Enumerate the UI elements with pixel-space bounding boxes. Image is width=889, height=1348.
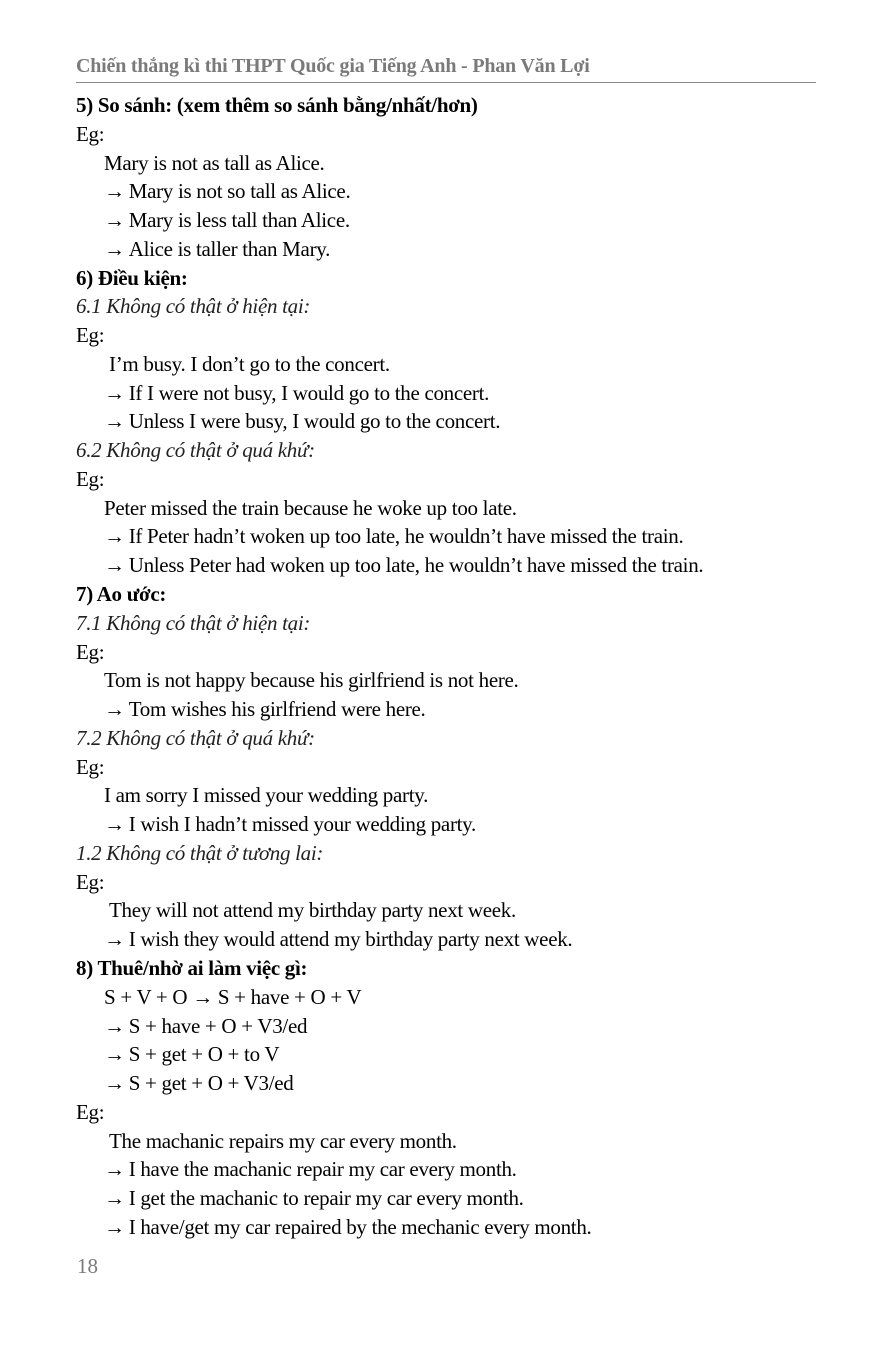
transformed-sentence [76, 177, 816, 206]
line-text: I am sorry I missed your wedding party. [104, 783, 429, 808]
arrow-icon: → [104, 1013, 125, 1038]
transformed-sentence [76, 1040, 816, 1069]
line-text: S + V + O → S + have + O + V [104, 984, 362, 1009]
line-text: Eg: [76, 639, 105, 664]
transformed-sentence [76, 695, 816, 724]
line-text: 1.2 Không có thật ở tương lai: [76, 840, 324, 865]
transformed-sentence [76, 551, 816, 580]
line-text: 5) So sánh: (xem thêm so sánh bằng/nhất/hơn) [76, 93, 478, 117]
example-label [76, 753, 816, 782]
line-text: If I were not busy, I would go to the concert. [128, 380, 490, 405]
subsection-heading [76, 839, 816, 868]
example-sentence [76, 494, 816, 523]
transformed-sentence [76, 1155, 816, 1184]
page-content [76, 91, 816, 1242]
section-heading [76, 91, 816, 120]
line-text: Mary is not so tall as Alice. [128, 179, 351, 204]
example-sentence [76, 781, 816, 810]
line-text: S + get + O + to V [128, 1042, 280, 1067]
transformed-sentence [76, 522, 816, 551]
line-text: If Peter hadn’t woken up too late, he wouldn’t have missed the train. [128, 524, 684, 549]
running-header: Chiến thắng kì thi THPT Quốc gia Tiếng Anh - Phan Văn Lợi [76, 55, 590, 77]
example-label [76, 868, 816, 897]
subsection-heading [76, 436, 816, 465]
example-label [76, 465, 816, 494]
transformed-sentence [76, 1213, 816, 1242]
line-text: Eg: [76, 323, 105, 348]
section-heading [76, 264, 816, 293]
arrow-icon: → [104, 1214, 125, 1239]
line-text: Eg: [76, 1099, 105, 1124]
arrow-icon: → [104, 1186, 125, 1211]
line-text: 8) Thuê/nhờ ai làm việc gì: [76, 955, 308, 980]
line-text: 7.2 Không có thật ở quá khứ: [76, 725, 315, 750]
line-text: Tom is not happy because his girlfriend is not here. [104, 668, 519, 693]
arrow-icon: → [104, 179, 125, 204]
transformed-sentence [76, 1184, 816, 1213]
line-text: S + get + O + V3/ed [128, 1071, 294, 1096]
example-sentence [76, 1127, 816, 1156]
arrow-icon: → [104, 1157, 125, 1182]
line-text: Unless I were busy, I would go to the concert. [128, 409, 501, 434]
example-label [76, 120, 816, 149]
subsection-heading [76, 724, 816, 753]
section-heading [76, 580, 816, 609]
line-text: Eg: [76, 754, 105, 779]
example-label [76, 321, 816, 350]
line-text: Eg: [76, 466, 105, 491]
example-sentence [76, 896, 816, 925]
example-label [76, 638, 816, 667]
arrow-icon: → [104, 927, 125, 952]
example-sentence [76, 666, 816, 695]
line-text: I get the machanic to repair my car every month. [128, 1186, 524, 1211]
line-text: Alice is taller than Mary. [128, 236, 331, 261]
line-text: 7) Ao ước: [76, 582, 167, 607]
arrow-icon: → [104, 812, 125, 837]
arrow-icon: → [104, 1042, 125, 1067]
arrow-icon: → [104, 409, 125, 434]
line-text: I have the machanic repair my car every month. [128, 1157, 517, 1182]
line-text: 7.1 Không có thật ở hiện tại: [76, 610, 311, 635]
line-text: 6.1 Không có thật ở hiện tại: [76, 294, 311, 319]
header-divider [76, 82, 816, 83]
arrow-icon: → [104, 524, 125, 549]
line-text: I wish they would attend my birthday party next week. [128, 927, 573, 952]
example-label [76, 1098, 816, 1127]
example-sentence [76, 149, 816, 178]
arrow-icon: → [104, 1071, 125, 1096]
transformed-sentence [76, 379, 816, 408]
line-text: Peter missed the train because he woke up too late. [104, 495, 517, 520]
line-text: 6.2 Không có thật ở quá khứ: [76, 438, 315, 463]
transformed-sentence [76, 1012, 816, 1041]
line-text: I have/get my car repaired by the mechanic every month. [128, 1214, 592, 1239]
subsection-heading [76, 609, 816, 638]
arrow-icon: → [104, 553, 125, 578]
line-text: Mary is less tall than Alice. [128, 208, 350, 233]
arrow-icon: → [104, 697, 125, 722]
arrow-icon: → [104, 380, 125, 405]
example-sentence [76, 350, 816, 379]
line-text: 6) Điều kiện: [76, 265, 188, 290]
line-text: Eg: [76, 869, 105, 894]
line-text: I wish I hadn’t missed your wedding party. [128, 812, 476, 837]
section-heading [76, 954, 816, 983]
transformed-sentence [76, 810, 816, 839]
transformed-sentence [76, 1069, 816, 1098]
transformed-sentence [76, 925, 816, 954]
page-number: 18 [77, 1254, 98, 1278]
line-text: S + have + O + V3/ed [128, 1013, 308, 1038]
transformed-sentence [76, 206, 816, 235]
arrow-icon: → [104, 208, 125, 233]
line-text: Mary is not as tall as Alice. [104, 150, 325, 175]
arrow-icon: → [104, 236, 125, 261]
line-text: Tom wishes his girlfriend were here. [128, 697, 426, 722]
line-text: The machanic repairs my car every month. [109, 1128, 457, 1153]
line-text: I’m busy. I don’t go to the concert. [109, 351, 390, 376]
line-text: Unless Peter had woken up too late, he wouldn’t have missed the train. [128, 553, 704, 578]
transformed-sentence [76, 407, 816, 436]
example-sentence [76, 983, 816, 1012]
transformed-sentence [76, 235, 816, 264]
subsection-heading [76, 292, 816, 321]
line-text: They will not attend my birthday party next week. [109, 898, 516, 923]
line-text: Eg: [76, 121, 105, 146]
